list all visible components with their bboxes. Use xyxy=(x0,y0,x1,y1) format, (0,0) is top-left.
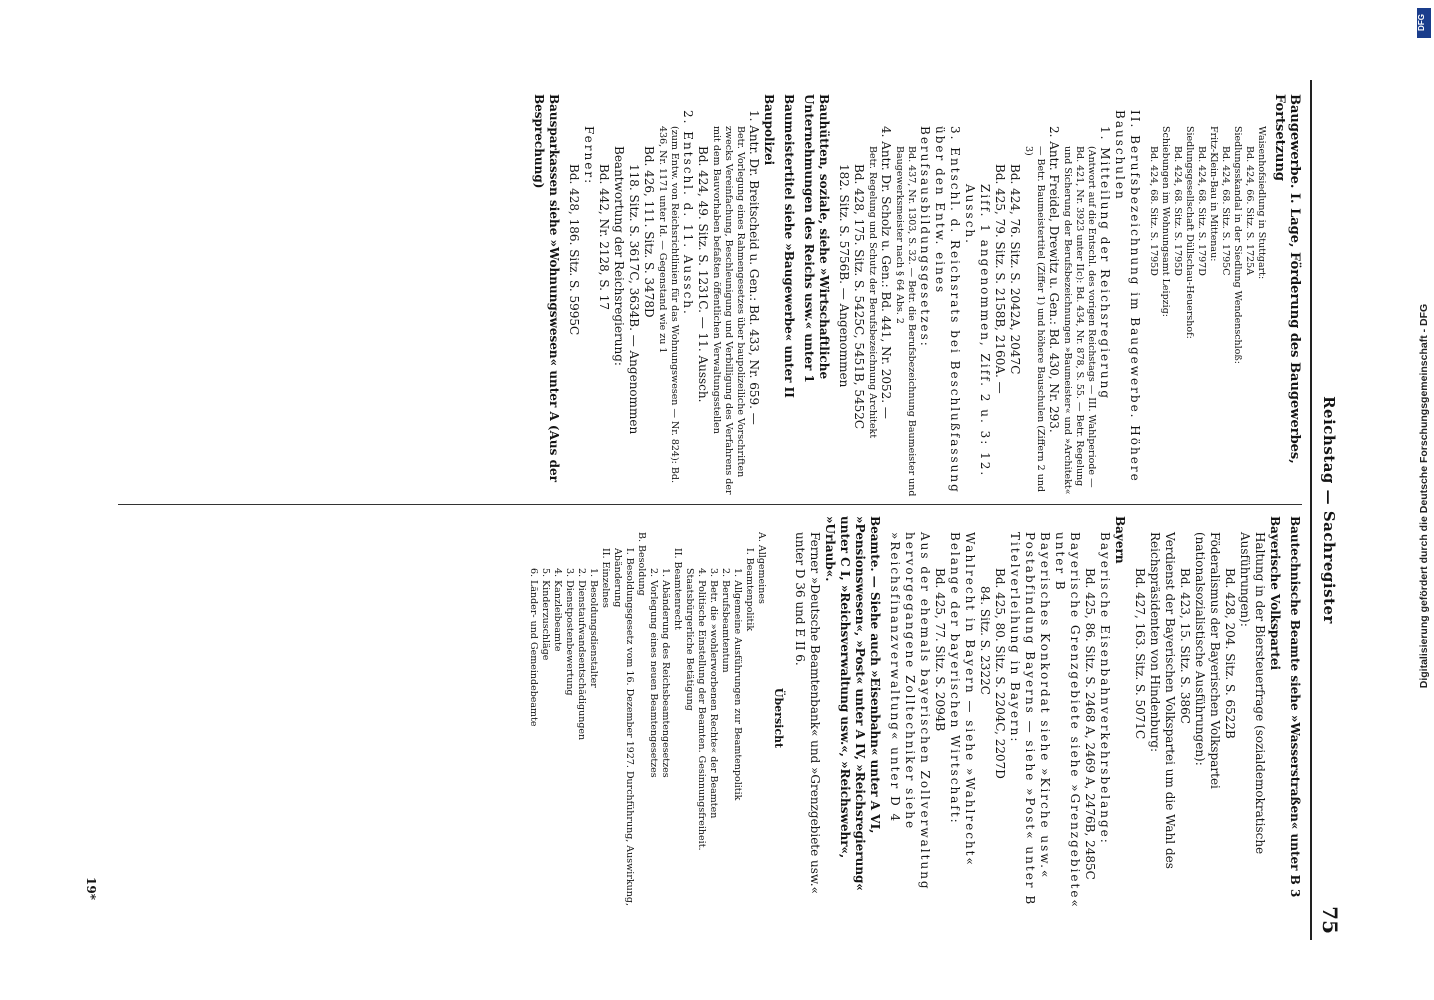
index-entry: Bd. 428, 186. Sitz. S. 5995C xyxy=(567,164,581,336)
index-entry: Bayern xyxy=(1113,516,1127,564)
index-entry: 6. Länder- und Gemeindebeamte xyxy=(528,568,539,727)
digitization-note: Digitalisierung gefördert durch die Deutsche Forschungsgemeinschaft - DFG xyxy=(1418,303,1430,689)
index-entry: A. Allgemeines xyxy=(756,532,767,604)
index-entry: Bd. 427, 163. Sitz. S. 5071C xyxy=(1133,568,1147,740)
index-entry: 1. Antr. Dr. Breitscheid u. Gen.: Bd. 433, Nr. 659. — xyxy=(747,110,761,425)
index-entry: Bd. 437, Nr. 1303, S. 32. — Betr. die Berufsbezeichnung Baumeister und Baugewerksmeister nach § 64 Abs. 2 xyxy=(894,146,917,497)
right-column xyxy=(527,516,1302,920)
index-entry: 182. Sitz. S. 5756B. — Angenommen xyxy=(837,164,851,388)
left-column xyxy=(531,94,1302,498)
running-title: Reichstag — Sachregister xyxy=(1320,396,1338,624)
overview-title: Übersicht xyxy=(772,687,785,749)
index-entry: Baumeistertitel siehe »Baugewerbe« unter II xyxy=(782,94,796,398)
index-entry: Haltung in der Biersteuerfrage (sozialdemokratische Ausführungen): xyxy=(1238,532,1267,855)
column-divider xyxy=(118,504,1302,505)
index-entry: Bayerisches Konkordat siehe »Kirche usw.« xyxy=(1038,532,1052,880)
index-entry: Baugewerbe. I. Lage, Förderung des Baugewerbes, Fortsetzung xyxy=(1272,94,1302,464)
index-entry: II. Beamtenrecht xyxy=(672,548,683,630)
index-entry: 1. Abänderung des Reichsbeamtengesetzes xyxy=(660,568,671,778)
index-entry: I. Beamtenpolitik xyxy=(744,548,755,632)
index-entry: Bd. 425, 77. Sitz. S. 2094B xyxy=(933,568,947,732)
index-entry: Fritz-Klein-Bau in Mittenau: xyxy=(1208,126,1219,262)
index-entry: II. Einzelnes xyxy=(600,548,611,608)
index-entry: Bd. 424, 49. Sitz. S. 1231C. — 11. Aussch. xyxy=(696,146,710,403)
index-entry: 3. Betr. die »wohlerworbenen Rechte« der Beamten xyxy=(708,568,719,819)
index-entry: Bd. 425, 86. Sitz. S. 2468 A, 2469 A, 2476B, 2485C xyxy=(1083,568,1097,880)
index-entry: 1. Allgemeine Ausführungen zur Beamtenpolitik xyxy=(732,568,743,801)
index-entry: Bd. 423, 15. Sitz. S. 386C xyxy=(1178,568,1192,724)
index-entry: 2. Antr. Freidel, Drewitz u. Gen.: Bd. 430, Nr. 293. xyxy=(1047,126,1061,433)
index-entry: Bd. 424, 68. Sitz. S. 1797D xyxy=(1196,146,1207,276)
index-entry: Bayerische Grenzgebiete siehe »Grenzgebiete« unter B xyxy=(1053,532,1082,909)
index-entry: B. Besoldung xyxy=(636,532,647,596)
index-entry: Waisenhofsiedlung in Stuttgart: xyxy=(1256,126,1267,280)
signature-mark: 19* xyxy=(84,877,98,900)
index-entry: Bd. 424, 68. Sitz. S. 1795C xyxy=(1220,146,1231,276)
index-entry: Bausparkassen siehe »Wohnungswesen« unter A (Aus der Besprechung) xyxy=(532,94,561,482)
index-entry: 3. Entschl. d. Reichsrats bei Beschlußfassung über den Entw. eines Berufsausbildungsgesetzes: xyxy=(918,126,962,494)
columns xyxy=(78,80,1302,940)
index-entry: Bautechnische Beamte siehe »Wasserstraßen« unter B 3 xyxy=(1288,516,1302,898)
index-entry: 4. Kanzleibeamte xyxy=(552,568,563,652)
page-header xyxy=(1312,80,1346,940)
index-entry: Föderalismus der Bayerischen Volkspartei (nationalsozialistische Ausführungen): xyxy=(1193,532,1222,789)
index-entry: I. Besoldungsgesetz vom 16. Dezember 1927. Durchführung, Auswirkung, Abänderung xyxy=(612,548,635,906)
index-entry: Bd. 442, Nr. 2128, S. 17 xyxy=(597,164,611,311)
index-entry: Bd. 424, 68. Sitz. S. 1795D xyxy=(1172,146,1183,276)
index-entry: 2. Berufsbeamtentum xyxy=(720,568,731,673)
index-entry: Beamte. — Siehe auch »Eisenbahn« unter A VI, »Pensionswesen«, »Post« unter A IV, »Reichsregierung« unter C I, »Reichsverwaltung usw.«, »Reichswehr«, »Urlaub«. xyxy=(823,516,882,891)
index-entry: 84. Sitz. S. 2322C xyxy=(978,586,992,695)
index-entry: Bd. 428, 204. Sitz. S. 6522B xyxy=(1223,568,1237,739)
index-entry: Belange der bayerischen Wirtschaft: xyxy=(948,532,962,825)
index-entry: Bd. 424, 66. Sitz. S. 1725A xyxy=(1244,146,1255,276)
index-entry: Betr. Regelung und Schutz der Berufsbezeichnung Architekt xyxy=(867,146,878,439)
index-entry: Bauhütten, soziale, siehe »Wirtschaftliche Unternehmungen des Reichs usw.« unter 1 xyxy=(802,94,831,383)
index-entry: Bd. 424, 68. Sitz. S. 1795D xyxy=(1148,146,1159,276)
index-entry: Bd. 425, 80. Sitz. S. 2204C, 2207D xyxy=(993,568,1007,779)
index-entry: — Betr. Baumeistertitel (Ziffer 1) und höhere Bauschulen (Ziffern 2 und 3) xyxy=(1023,146,1046,493)
index-entry: 3. Dienstpostenbewertung xyxy=(564,568,575,696)
page-number: 75 xyxy=(1318,906,1342,934)
index-entry: Verdienst der Bayerischen Volkspartei um die Wahl des Reichspräsidenten von Hindenburg: xyxy=(1148,532,1177,869)
dfg-logo: DFG xyxy=(1417,8,1431,38)
index-entry: 4. Politische Einstellung der Beamten. Gesinnungsfreiheit. Staatsbürgerliche Betätigung xyxy=(684,568,707,851)
book-page xyxy=(78,80,1346,940)
index-entry: 2. Entschl. d. 11. Aussch. xyxy=(681,110,695,316)
index-entry: Ferner »Deutsche Beamtenbank« und »Grenzgebiete usw.« unter D 36 und E II 6. xyxy=(793,532,822,894)
index-entry: Bd. 424, 76. Sitz. S. 2042A, 2047C xyxy=(1008,164,1022,375)
index-entry: 1. Mitteilung der Reichsregierung xyxy=(1098,126,1112,401)
index-entry: Bayerische Volkspartei xyxy=(1268,516,1282,671)
index-entry: Siedlungsskandal in der Siedlung Wendenschloß: xyxy=(1232,126,1243,364)
index-entry: (zum Entw. von Reichsrichtlinien für das Wohnungswesen — Nr. 824): Bd. 436, Nr. 1171 unter Id. — Gegenstand wie zu 1 xyxy=(657,126,680,483)
index-entry: Bayerische Eisenbahnverkehrsbelange: xyxy=(1098,532,1112,845)
index-entry: Bd. 425, 79. Sitz. S. 2158B, 2160A. — xyxy=(993,164,1007,394)
index-entry: 2. Dienstaufwandsentschädigungen xyxy=(576,568,587,741)
index-entry: Postabfindung Bayerns — siehe »Post« unter B xyxy=(1023,532,1037,907)
index-entry: (Antwort auf die Entschl. des vorigen Reichstags — III. Wahlperiode — Bd. 421, Nr. 3923 unter IIc): Bd. 434, Nr. 878, S. 55. — Betr. Regelung und Sicherung der Berufsbezeichnungen »Baumeister« und »Architekt« xyxy=(1062,146,1097,495)
index-entry: 5. Kinderzuschläge xyxy=(540,568,551,661)
index-entry: 4. Antr. Dr. Scholz u. Gen.: Bd. 441, Nr. 2052. — xyxy=(879,126,893,419)
index-entry: Siedlungsgesellschaft Düllschau-Heuershof: xyxy=(1184,126,1195,339)
index-entry: Schiebungen im Wohnungsamt Leipzig: xyxy=(1160,126,1171,317)
index-entry: Bd. 426, 111. Sitz. S. 3478D xyxy=(642,146,656,318)
index-entry: Beantwortung der Reichsregierung: xyxy=(612,146,626,366)
index-entry: Aus der ehemals bayerischen Zollverwaltung hervorgegangene Zolltechniker siehe »Reichsfinanzverwaltung« unter D 4 xyxy=(888,532,932,891)
index-entry: II. Berufsbezeichnung im Baugewerbe. Höhere Bauschulen xyxy=(1113,110,1142,483)
index-entry: Titelverleihung in Bayern: xyxy=(1008,532,1022,744)
index-entry: Bd. 428, 175. Sitz. S. 5425C, 5451B, 5452C xyxy=(852,164,866,430)
index-entry: 2. Vorlegung eines neuen Beamtengesetzes xyxy=(648,568,659,778)
index-entry: Betr. Vorlegung eines Rahmengesetzes über baupolizeiliche Vorschriften zwecks Vereinfachung, Beschleunigung und Verbilligung des Verfahrens der mit dem Bauvorhaben befaßten öffentlichen Verwaltungsstellen xyxy=(711,126,746,495)
index-entry: 1. Besoldungsdienstalter xyxy=(588,568,599,688)
index-entry: Ziff. 1 angenommen, Ziff. 2 u. 3: 12. Aussch. xyxy=(963,184,992,478)
index-entry: Ferner: xyxy=(582,126,596,186)
index-entry: Baupolizei xyxy=(762,94,776,166)
index-entry: Wahlrecht in Bayern — siehe »Wahlrecht« xyxy=(963,532,977,867)
index-entry: 118. Sitz. S. 3617C, 3634B. — Angenommen xyxy=(627,164,641,435)
